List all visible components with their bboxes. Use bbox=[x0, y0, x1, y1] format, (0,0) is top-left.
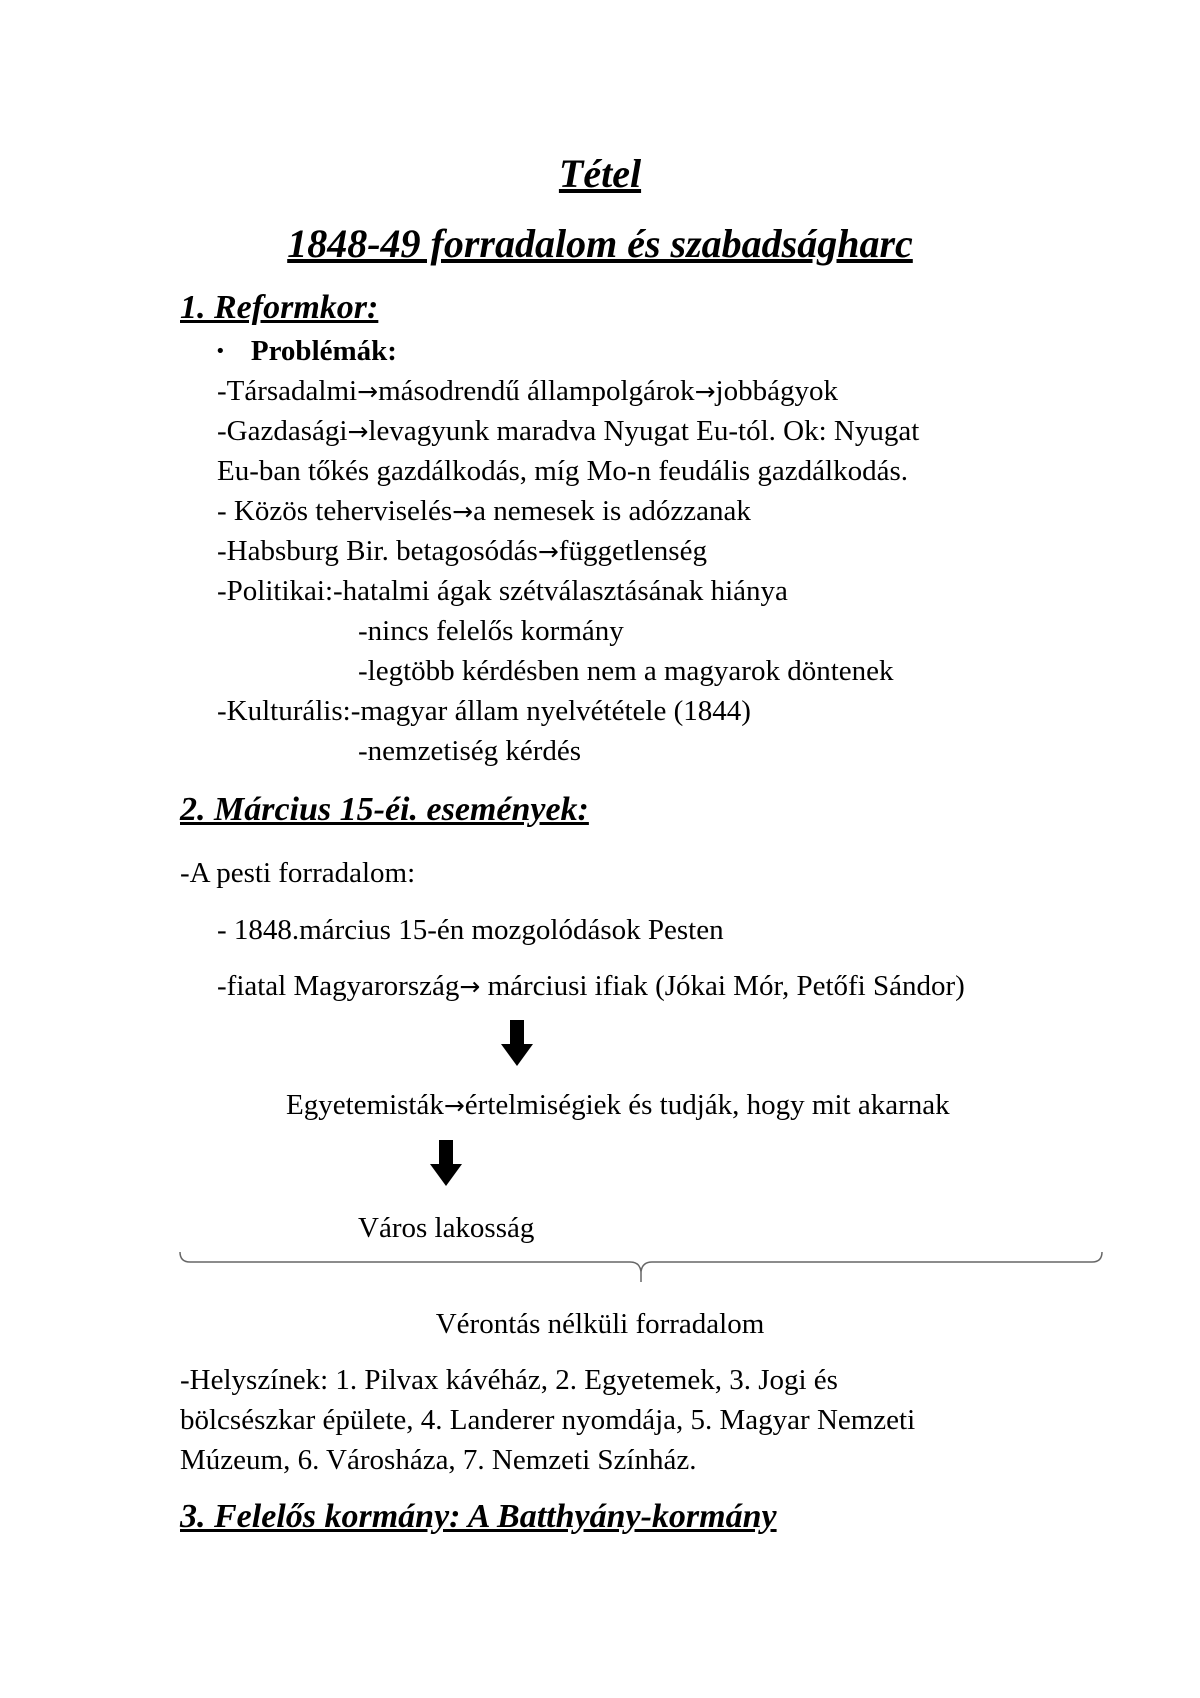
line-politikai-2: -nincs felelős kormány bbox=[358, 615, 624, 647]
problems-row bbox=[215, 333, 397, 373]
line-gazdasagi-cont: Eu-ban tőkés gazdálkodás, míg Mo-n feudális gazdálkodás. bbox=[217, 455, 908, 487]
problems-label: Problémák: bbox=[250, 335, 397, 367]
line-text: értelmiségiek és tudják, hogy mit akarnak bbox=[464, 1089, 950, 1121]
line-verontas-nelkuli: Vérontás nélküli forradalom bbox=[435, 1308, 765, 1340]
line-kozos-teherviseles bbox=[217, 493, 751, 530]
line-text: -Gazdasági bbox=[217, 415, 348, 447]
line-1848-marcius: - 1848.március 15-én mozgolódások Pesten bbox=[217, 914, 724, 946]
right-arrow-icon: → bbox=[694, 377, 716, 406]
right-arrow-icon: → bbox=[452, 497, 474, 526]
document-subtitle: 1848-49 forradalom és szabadságharc bbox=[287, 221, 913, 266]
line-text: -Habsburg Bir. betagosódás bbox=[217, 535, 538, 567]
line-politikai-3: -legtöbb kérdésben nem a magyarok döntenek bbox=[358, 655, 894, 687]
bullet-icon: • bbox=[215, 341, 226, 362]
line-text: -fiatal Magyarország bbox=[217, 970, 460, 1002]
right-arrow-icon: → bbox=[357, 377, 379, 406]
right-arrow-icon: → bbox=[537, 537, 559, 566]
section3-heading: 3. Felelős kormány: A Batthyány-kormány bbox=[180, 1498, 777, 1535]
line-kulturalis-2: -nemzetiség kérdés bbox=[358, 735, 582, 767]
right-arrow-icon: → bbox=[443, 1091, 465, 1120]
line-fiatal-magyarorszag bbox=[217, 968, 965, 1005]
down-arrow-icon bbox=[430, 1140, 462, 1186]
line-text: függetlenség bbox=[558, 535, 707, 567]
line-helyszinek-1: -Helyszínek: 1. Pilvax kávéház, 2. Egyetemek, 3. Jogi és bbox=[180, 1364, 838, 1396]
line-text: -Társadalmi bbox=[217, 375, 358, 407]
curly-brace-icon bbox=[178, 1250, 1104, 1284]
section1-heading: 1. Reformkor: bbox=[180, 289, 379, 326]
line-tarsadalmi bbox=[217, 373, 838, 410]
right-arrow-icon: → bbox=[459, 972, 481, 1001]
line-text: jobbágyok bbox=[715, 375, 838, 407]
line-text: Egyetemisták bbox=[286, 1089, 444, 1121]
document-title: Tétel bbox=[558, 151, 642, 196]
line-kulturalis: -Kulturális:-magyar állam nyelvététele (1844) bbox=[217, 695, 751, 727]
line-egyetemistak bbox=[286, 1087, 950, 1124]
line-text: a nemesek is adózzanak bbox=[473, 495, 751, 527]
line-varos-lakossag: Város lakosság bbox=[358, 1212, 535, 1244]
line-helyszinek-3: Múzeum, 6. Városháza, 7. Nemzeti Színház. bbox=[180, 1444, 697, 1476]
line-helyszinek-2: bölcsészkar épülete, 4. Landerer nyomdája, 5. Magyar Nemzeti bbox=[180, 1404, 916, 1436]
line-text: márciusi ifiak (Jókai Mór, Petőfi Sándor) bbox=[480, 970, 965, 1002]
right-arrow-icon: → bbox=[347, 417, 369, 446]
line-pesti-forradalom: -A pesti forradalom: bbox=[180, 857, 416, 889]
line-text: levagyunk maradva Nyugat Eu-tól. Ok: Nyugat bbox=[368, 415, 920, 447]
line-politikai: -Politikai:-hatalmi ágak szétválasztásának hiánya bbox=[217, 575, 788, 607]
line-habsburg bbox=[217, 533, 707, 570]
line-text: - Közös teherviselés bbox=[217, 495, 453, 527]
line-text: másodrendű állampolgárok bbox=[378, 375, 695, 407]
down-arrow-icon bbox=[501, 1020, 533, 1066]
section2-heading: 2. Március 15-éi. események: bbox=[180, 791, 589, 828]
line-gazdasagi bbox=[217, 413, 919, 450]
